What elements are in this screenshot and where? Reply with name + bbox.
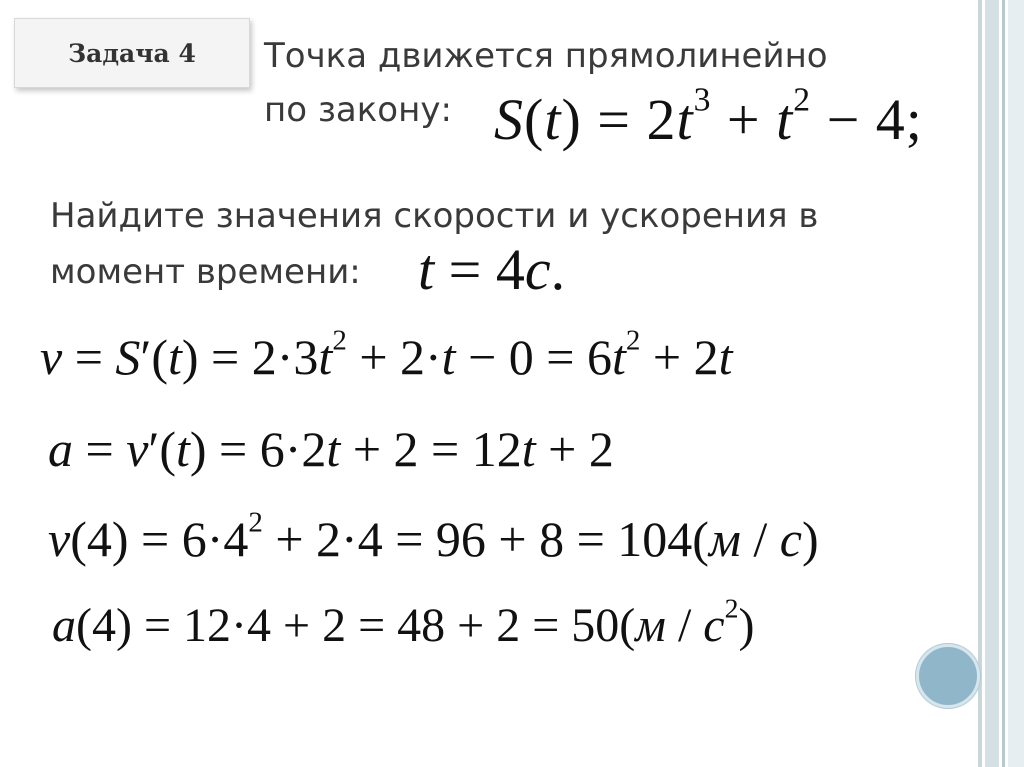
right-border-band: [1008, 0, 1024, 767]
decorative-circle: [916, 644, 980, 708]
intro-line-2: по закону:: [264, 90, 452, 130]
velocity-at-4-formula: $v(4) = 6\cdot 4^2 + 2\cdot 4 = 96 + 8 = 104(м / с)$: [48, 506, 819, 567]
right-border-line: [1002, 0, 1005, 767]
motion-law-formula: $S(t) = 2t^3 + t^2 - 4$;: [494, 81, 923, 152]
velocity-derivative-formula: $v = S'(t) = 2\cdot 3t^2 + 2\cdot t - 0 = 6t^2 + 2t$: [40, 324, 733, 385]
task-label: Задача 4: [14, 18, 250, 88]
question-line-2: момент времени:: [50, 252, 361, 292]
acceleration-derivative-formula: a = v′(t) = 6·2t + 2 = 12t + 2: [48, 421, 614, 477]
question-line-1: Найдите значения скорости и ускорения в: [50, 196, 819, 236]
right-border-band: [985, 0, 999, 767]
time-value-formula: t = 4c.: [418, 237, 566, 302]
intro-line-1: Точка движется прямолинейно: [264, 36, 828, 76]
acceleration-at-4-formula: $a(4) = 12\cdot 4 + 2 = 48 + 2 = 50(м / с^2)$: [52, 593, 755, 652]
right-border-line: [978, 0, 982, 767]
